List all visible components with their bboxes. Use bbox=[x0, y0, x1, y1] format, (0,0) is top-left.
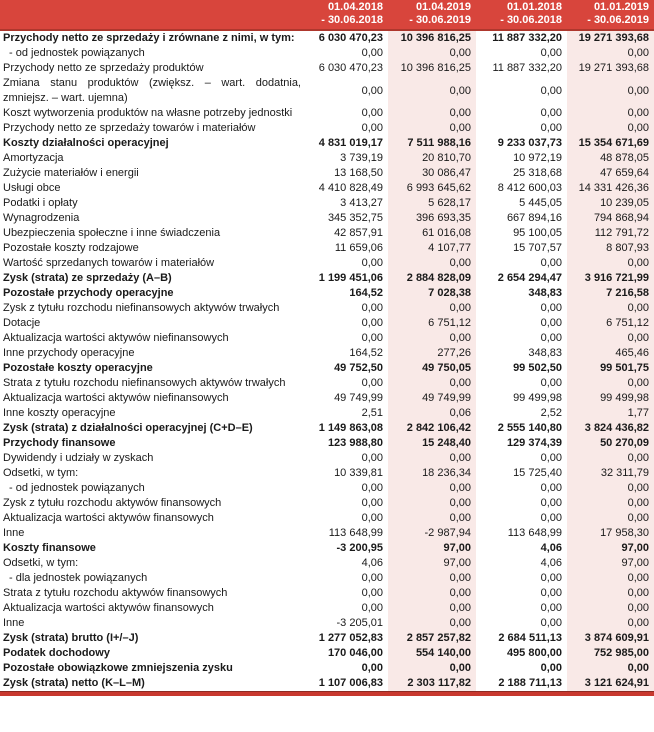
value-cell: 0,00 bbox=[540, 497, 562, 509]
value-cell: 11 887 332,20 bbox=[492, 32, 562, 44]
value-cell: 0,00 bbox=[540, 572, 562, 584]
value-cell: 3 916 721,99 bbox=[567, 271, 654, 286]
value-cell: 0,00 bbox=[388, 76, 476, 106]
value-cell: 0,00 bbox=[540, 317, 562, 329]
value-cell: 8 807,93 bbox=[567, 241, 654, 256]
table-body bbox=[0, 30, 654, 691]
value-cell: 0,00 bbox=[388, 451, 476, 466]
value-cell: 4 410 828,49 bbox=[318, 182, 383, 194]
value-cell: 0,00 bbox=[567, 451, 654, 466]
value-cell: 6 751,12 bbox=[388, 316, 476, 331]
value-cell: 0,00 bbox=[388, 496, 476, 511]
row-label: Inne bbox=[3, 617, 25, 629]
period-start-date: 01.04.2019 bbox=[415, 1, 471, 13]
table-row bbox=[0, 421, 654, 436]
value-cell: 1 107 006,83 bbox=[318, 677, 383, 689]
value-cell: 3 413,27 bbox=[340, 197, 383, 209]
value-cell: 277,26 bbox=[388, 346, 476, 361]
value-cell: 7 511 988,16 bbox=[388, 136, 476, 151]
table-row bbox=[0, 451, 654, 466]
value-cell: 32 311,79 bbox=[567, 466, 654, 481]
value-cell: 0,00 bbox=[540, 482, 562, 494]
header-period-1 bbox=[306, 0, 388, 30]
table-row bbox=[0, 61, 654, 76]
table-row bbox=[0, 586, 654, 601]
value-cell: 0,00 bbox=[361, 497, 383, 509]
value-cell: 7 216,58 bbox=[567, 286, 654, 301]
value-cell: -2 987,94 bbox=[388, 526, 476, 541]
table-row bbox=[0, 271, 654, 286]
value-cell: 95 100,05 bbox=[513, 227, 562, 239]
value-cell: 10 972,19 bbox=[513, 152, 562, 164]
value-cell: 112 791,72 bbox=[567, 226, 654, 241]
value-cell: 0,00 bbox=[567, 601, 654, 616]
value-cell: 1 149 863,08 bbox=[318, 422, 383, 434]
table-row bbox=[0, 676, 654, 691]
value-cell: 0,00 bbox=[361, 512, 383, 524]
table-row bbox=[0, 301, 654, 316]
row-label: Strata z tytułu rozchodu aktywów finansowych bbox=[3, 587, 228, 599]
value-cell: 20 810,70 bbox=[388, 151, 476, 166]
value-cell: 0,00 bbox=[567, 661, 654, 676]
value-cell: 25 318,68 bbox=[513, 167, 562, 179]
table-row bbox=[0, 406, 654, 421]
row-label: Aktualizacja wartości aktywów finansowych bbox=[3, 602, 214, 614]
table-row bbox=[0, 196, 654, 211]
row-label: Inne przychody operacyjne bbox=[3, 347, 135, 359]
value-cell: -3 200,95 bbox=[336, 542, 383, 554]
row-label: Aktualizacja wartości aktywów niefinansowych bbox=[3, 332, 229, 344]
value-cell: 0,00 bbox=[567, 301, 654, 316]
value-cell: 97,00 bbox=[567, 541, 654, 556]
value-cell: 2 188 711,13 bbox=[498, 677, 562, 689]
value-cell: 2,52 bbox=[540, 407, 562, 419]
table-row bbox=[0, 631, 654, 646]
period-start-date: 01.01.2018 bbox=[506, 1, 562, 13]
value-cell: 5 628,17 bbox=[388, 196, 476, 211]
value-cell: 123 988,80 bbox=[327, 437, 383, 449]
row-label: Podatek dochodowy bbox=[3, 647, 110, 659]
row-label: Dywidendy i udziały w zyskach bbox=[3, 452, 154, 464]
value-cell: 99 501,75 bbox=[567, 361, 654, 376]
value-cell: 0,00 bbox=[388, 331, 476, 346]
table-row bbox=[0, 166, 654, 181]
value-cell: 9 233 037,73 bbox=[497, 137, 562, 149]
table-row bbox=[0, 121, 654, 136]
value-cell: 0,00 bbox=[540, 617, 562, 629]
table-row bbox=[0, 436, 654, 451]
value-cell: 113 648,99 bbox=[328, 527, 383, 539]
value-cell: 0,00 bbox=[567, 121, 654, 136]
value-cell: 19 271 393,68 bbox=[567, 61, 654, 76]
table-row bbox=[0, 241, 654, 256]
table-row bbox=[0, 346, 654, 361]
header-period-3 bbox=[476, 0, 567, 30]
table-row bbox=[0, 286, 654, 301]
value-cell: 0,00 bbox=[540, 47, 562, 59]
value-cell: 19 271 393,68 bbox=[567, 30, 654, 46]
value-cell: 97,00 bbox=[388, 541, 476, 556]
value-cell: 0,00 bbox=[361, 332, 383, 344]
table-row bbox=[0, 481, 654, 496]
value-cell: 396 693,35 bbox=[388, 211, 476, 226]
table-row bbox=[0, 601, 654, 616]
row-label: Podatki i opłaty bbox=[3, 197, 78, 209]
value-cell: 0,00 bbox=[361, 587, 383, 599]
value-cell: 0,00 bbox=[540, 452, 562, 464]
header-period-4 bbox=[567, 0, 654, 30]
value-cell: 1 199 451,06 bbox=[318, 272, 383, 284]
value-cell: 15 707,57 bbox=[513, 242, 562, 254]
period-start-date: 01.01.2019 bbox=[593, 1, 649, 13]
row-label: Zysk (strata) netto (K–L–M) bbox=[3, 677, 145, 689]
value-cell: 3 739,19 bbox=[340, 152, 383, 164]
table-row bbox=[0, 466, 654, 481]
value-cell: 6 030 470,23 bbox=[318, 62, 383, 74]
value-cell: 11 659,06 bbox=[334, 242, 383, 254]
value-cell: 667 894,16 bbox=[506, 212, 562, 224]
row-label: Zużycie materiałów i energii bbox=[3, 167, 139, 179]
value-cell: 10 396 816,25 bbox=[388, 30, 476, 46]
value-cell: 2 684 511,13 bbox=[498, 632, 562, 644]
value-cell: 3 121 624,91 bbox=[567, 676, 654, 691]
row-label: Przychody netto ze sprzedaży produktów bbox=[3, 62, 204, 74]
period-end-date: - 30.06.2018 bbox=[321, 14, 383, 26]
row-label: Przychody netto ze sprzedaży i zrównane z nimi, w tym: bbox=[3, 32, 295, 44]
value-cell: 49 750,05 bbox=[388, 361, 476, 376]
table-row bbox=[0, 541, 654, 556]
value-cell: 348,83 bbox=[528, 287, 562, 299]
value-cell: 113 648,99 bbox=[507, 527, 562, 539]
row-label: Odsetki, w tym: bbox=[3, 467, 79, 479]
row-label: Amortyzacja bbox=[3, 152, 64, 164]
table-row bbox=[0, 151, 654, 166]
row-label: Aktualizacja wartości aktywów niefinansowych bbox=[3, 392, 229, 404]
value-cell: 0,00 bbox=[567, 46, 654, 61]
value-cell: 0,00 bbox=[388, 256, 476, 271]
row-label: Wynagrodzenia bbox=[3, 212, 80, 224]
value-cell: 0,00 bbox=[567, 481, 654, 496]
value-cell: 554 140,00 bbox=[388, 646, 476, 661]
value-cell: 11 887 332,20 bbox=[492, 62, 562, 74]
row-label: Pozostałe koszty operacyjne bbox=[3, 362, 153, 374]
value-cell: 4,06 bbox=[540, 557, 562, 569]
value-cell: 0,00 bbox=[361, 317, 383, 329]
table-row bbox=[0, 316, 654, 331]
header-period-2 bbox=[388, 0, 476, 30]
period-end-date: - 30.06.2019 bbox=[409, 14, 471, 26]
value-cell: 4 107,77 bbox=[388, 241, 476, 256]
value-cell: 99 499,98 bbox=[513, 392, 562, 404]
value-cell: 0,00 bbox=[388, 106, 476, 121]
value-cell: 3 824 436,82 bbox=[567, 421, 654, 436]
value-cell: 0,00 bbox=[388, 376, 476, 391]
period-end-date: - 30.06.2019 bbox=[587, 14, 649, 26]
value-cell: 794 868,94 bbox=[567, 211, 654, 226]
row-label: Pozostałe obowiązkowe zmniejszenia zysku bbox=[3, 662, 233, 674]
value-cell: 2 555 140,80 bbox=[497, 422, 562, 434]
value-cell: 0,00 bbox=[361, 84, 383, 97]
value-cell: 8 412 600,03 bbox=[497, 182, 562, 194]
value-cell: 0,00 bbox=[540, 512, 562, 524]
row-label: Zysk z tytułu rozchodu niefinansowych aktywów trwałych bbox=[3, 302, 280, 314]
value-cell: 0,00 bbox=[361, 452, 383, 464]
value-cell: 10 239,05 bbox=[567, 196, 654, 211]
table-row bbox=[0, 361, 654, 376]
value-cell: 170 046,00 bbox=[327, 647, 383, 659]
table-row bbox=[0, 256, 654, 271]
value-cell: 99 502,50 bbox=[513, 362, 562, 374]
value-cell: 0,00 bbox=[567, 616, 654, 631]
row-label: Koszty działalności operacyjnej bbox=[3, 137, 169, 149]
table-row bbox=[0, 46, 654, 61]
value-cell: 0,00 bbox=[388, 586, 476, 601]
value-cell: 4 831 019,17 bbox=[318, 137, 383, 149]
table-row bbox=[0, 616, 654, 631]
value-cell: 14 331 426,36 bbox=[567, 181, 654, 196]
value-cell: 0,00 bbox=[540, 332, 562, 344]
bottom-border-bar bbox=[0, 691, 654, 696]
value-cell: 49 749,99 bbox=[388, 391, 476, 406]
value-cell: 2 857 257,82 bbox=[388, 631, 476, 646]
value-cell: 7 028,38 bbox=[388, 286, 476, 301]
value-cell: 0,00 bbox=[361, 47, 383, 59]
value-cell: 495 800,00 bbox=[506, 647, 562, 659]
table-row bbox=[0, 556, 654, 571]
table-row bbox=[0, 76, 654, 106]
value-cell: 0,00 bbox=[567, 376, 654, 391]
value-cell: 0,00 bbox=[361, 662, 383, 674]
row-label: Ubezpieczenia społeczne i inne świadczenia bbox=[3, 227, 221, 239]
row-label: Usługi obce bbox=[3, 182, 61, 194]
value-cell: 465,46 bbox=[567, 346, 654, 361]
value-cell: 0,00 bbox=[567, 76, 654, 106]
value-cell: 0,00 bbox=[567, 511, 654, 526]
table-row bbox=[0, 331, 654, 346]
value-cell: 0,00 bbox=[361, 302, 383, 314]
row-label: Zysk (strata) ze sprzedaży (A–B) bbox=[3, 272, 172, 284]
value-cell: 2 303 117,82 bbox=[388, 676, 476, 691]
value-cell: 2 654 294,47 bbox=[497, 272, 562, 284]
period-start-date: 01.04.2018 bbox=[327, 1, 383, 13]
row-label: Strata z tytułu rozchodu niefinansowych aktywów trwałych bbox=[3, 377, 286, 389]
value-cell: 50 270,09 bbox=[567, 436, 654, 451]
value-cell: 13 168,50 bbox=[334, 167, 383, 179]
row-label: Odsetki, w tym: bbox=[3, 557, 79, 569]
row-label: Przychody finansowe bbox=[3, 437, 116, 449]
table-header bbox=[0, 0, 654, 30]
value-cell: 0,00 bbox=[567, 256, 654, 271]
value-cell: 10 339,81 bbox=[334, 467, 383, 479]
value-cell: 4,06 bbox=[361, 557, 383, 569]
value-cell: 1 277 052,83 bbox=[318, 632, 383, 644]
value-cell: 0,00 bbox=[361, 572, 383, 584]
value-cell: 0,00 bbox=[540, 107, 562, 119]
value-cell: 4,06 bbox=[540, 542, 562, 554]
row-label: Inne bbox=[3, 527, 25, 539]
row-label: Koszt wytworzenia produktów na własne potrzeby jednostki bbox=[3, 107, 293, 119]
value-cell: 2,51 bbox=[361, 407, 383, 419]
value-cell: 15 354 671,69 bbox=[567, 136, 654, 151]
row-label: - dla jednostek powiązanych bbox=[9, 572, 148, 584]
value-cell: 0,06 bbox=[388, 406, 476, 421]
header-row bbox=[0, 0, 654, 30]
value-cell: 15 725,40 bbox=[513, 467, 562, 479]
value-cell: 164,52 bbox=[349, 347, 383, 359]
table-row bbox=[0, 136, 654, 151]
row-label: Zysk z tytułu rozchodu aktywów finansowych bbox=[3, 497, 222, 509]
value-cell: 6 993 645,62 bbox=[388, 181, 476, 196]
value-cell: 0,00 bbox=[388, 511, 476, 526]
value-cell: 6 751,12 bbox=[567, 316, 654, 331]
table-row bbox=[0, 496, 654, 511]
value-cell: 0,00 bbox=[540, 302, 562, 314]
value-cell: 348,83 bbox=[528, 347, 562, 359]
value-cell: 0,00 bbox=[361, 602, 383, 614]
value-cell: 0,00 bbox=[388, 46, 476, 61]
value-cell: 5 445,05 bbox=[519, 197, 562, 209]
value-cell: 30 086,47 bbox=[388, 166, 476, 181]
value-cell: 47 659,64 bbox=[567, 166, 654, 181]
value-cell: 1,77 bbox=[567, 406, 654, 421]
row-label: Zysk (strata) brutto (I+/–J) bbox=[3, 632, 139, 644]
value-cell: 0,00 bbox=[361, 377, 383, 389]
row-label: Koszty finansowe bbox=[3, 542, 96, 554]
value-cell: 2 842 106,42 bbox=[388, 421, 476, 436]
value-cell: 0,00 bbox=[361, 482, 383, 494]
value-cell: 15 248,40 bbox=[388, 436, 476, 451]
value-cell: 17 958,30 bbox=[567, 526, 654, 541]
value-cell: 0,00 bbox=[540, 122, 562, 134]
value-cell: 0,00 bbox=[388, 616, 476, 631]
value-cell: 752 985,00 bbox=[567, 646, 654, 661]
value-cell: 42 857,91 bbox=[334, 227, 383, 239]
row-label: Pozostałe przychody operacyjne bbox=[3, 287, 174, 299]
table-row bbox=[0, 661, 654, 676]
row-label: Pozostałe koszty rodzajowe bbox=[3, 242, 139, 254]
value-cell: 0,00 bbox=[567, 571, 654, 586]
row-label: Wartość sprzedanych towarów i materiałów bbox=[3, 257, 215, 269]
table-row bbox=[0, 391, 654, 406]
table-row bbox=[0, 181, 654, 196]
row-label: Zmiana stanu produktów (zwiększ. – wart. dodatnia, zmniejsz. – wart. ujemna) bbox=[3, 77, 301, 104]
row-label: Przychody netto ze sprzedaży towarów i materiałów bbox=[3, 122, 256, 134]
row-label: Inne koszty operacyjne bbox=[3, 407, 116, 419]
value-cell: 0,00 bbox=[388, 661, 476, 676]
header-corner-cell bbox=[0, 0, 306, 30]
table-row bbox=[0, 106, 654, 121]
value-cell: 2 884 828,09 bbox=[388, 271, 476, 286]
value-cell: 0,00 bbox=[540, 662, 562, 674]
row-label: Dotacje bbox=[3, 317, 41, 329]
period-end-date: - 30.06.2018 bbox=[500, 14, 562, 26]
table-row bbox=[0, 226, 654, 241]
value-cell: 0,00 bbox=[361, 257, 383, 269]
value-cell: 0,00 bbox=[361, 107, 383, 119]
value-cell: 0,00 bbox=[540, 602, 562, 614]
value-cell: 0,00 bbox=[567, 586, 654, 601]
value-cell: 3 874 609,91 bbox=[567, 631, 654, 646]
value-cell: 0,00 bbox=[388, 601, 476, 616]
value-cell: 0,00 bbox=[540, 377, 562, 389]
value-cell: 0,00 bbox=[388, 571, 476, 586]
value-cell: 345 352,75 bbox=[327, 212, 383, 224]
value-cell: 6 030 470,23 bbox=[318, 32, 383, 44]
value-cell: 0,00 bbox=[540, 84, 562, 97]
value-cell: 48 878,05 bbox=[567, 151, 654, 166]
row-label: Aktualizacja wartości aktywów finansowych bbox=[3, 512, 214, 524]
value-cell: 129 374,39 bbox=[506, 437, 562, 449]
table-row bbox=[0, 376, 654, 391]
row-label: - od jednostek powiązanych bbox=[9, 47, 145, 59]
value-cell: 0,00 bbox=[388, 121, 476, 136]
row-label: - od jednostek powiązanych bbox=[9, 482, 145, 494]
value-cell: 49 749,99 bbox=[334, 392, 383, 404]
value-cell: 99 499,98 bbox=[567, 391, 654, 406]
value-cell: 0,00 bbox=[540, 257, 562, 269]
value-cell: 0,00 bbox=[388, 481, 476, 496]
value-cell: 49 752,50 bbox=[334, 362, 383, 374]
value-cell: -3 205,01 bbox=[336, 617, 383, 629]
value-cell: 0,00 bbox=[567, 331, 654, 346]
value-cell: 0,00 bbox=[388, 301, 476, 316]
value-cell: 18 236,34 bbox=[388, 466, 476, 481]
value-cell: 97,00 bbox=[388, 556, 476, 571]
value-cell: 164,52 bbox=[349, 287, 383, 299]
value-cell: 0,00 bbox=[567, 496, 654, 511]
row-label: Zysk (strata) z działalności operacyjnej (C+D–E) bbox=[3, 422, 253, 434]
value-cell: 0,00 bbox=[361, 122, 383, 134]
value-cell: 0,00 bbox=[540, 587, 562, 599]
table-row bbox=[0, 571, 654, 586]
table-row bbox=[0, 511, 654, 526]
table-row bbox=[0, 646, 654, 661]
value-cell: 97,00 bbox=[567, 556, 654, 571]
value-cell: 10 396 816,25 bbox=[388, 61, 476, 76]
value-cell: 0,00 bbox=[567, 106, 654, 121]
table-row bbox=[0, 30, 654, 46]
table-row bbox=[0, 526, 654, 541]
value-cell: 61 016,08 bbox=[388, 226, 476, 241]
table-row bbox=[0, 211, 654, 226]
